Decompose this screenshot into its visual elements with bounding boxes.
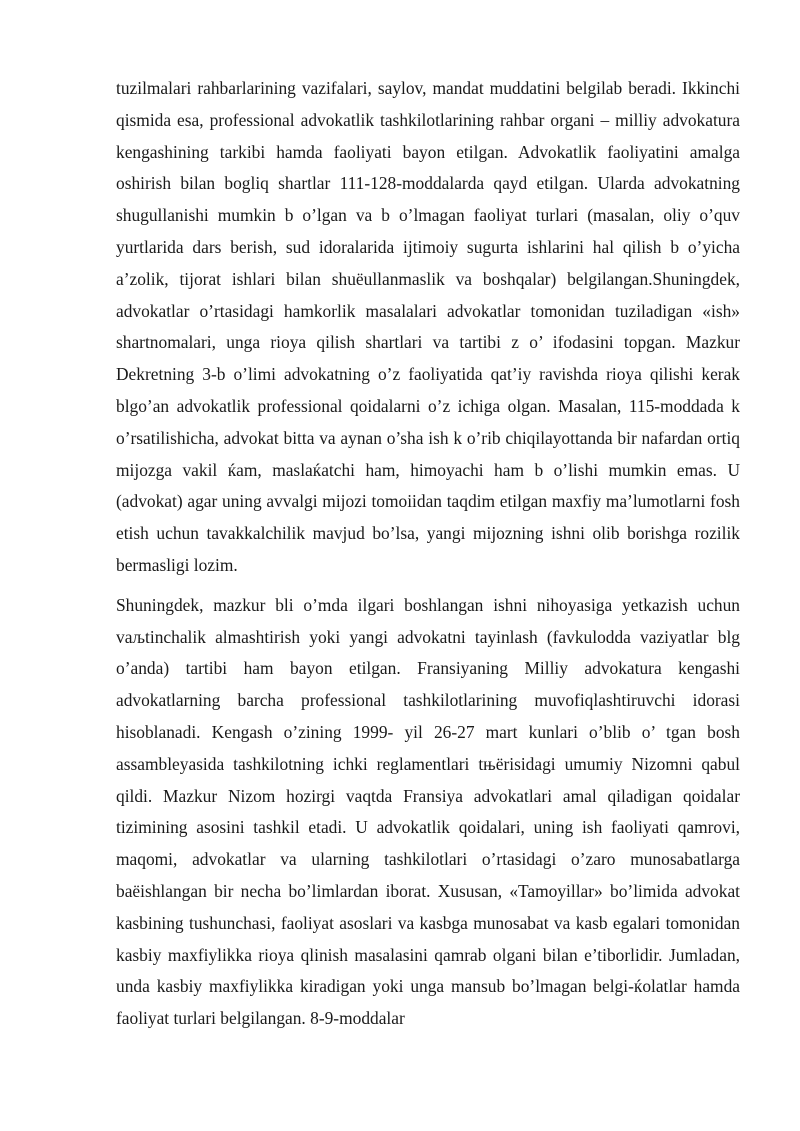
body-paragraph-1: tuzilmalari rahbarlarining vazifalari, saylov, mandat muddatini belgilab beradi. Ikkinchi qismida esa, professional advokatlik tashkilotlarining rahbar organi – milliy advokatura kengashining tarkibi hamda faoliyati bayon etilgan. Advokatlik faoliyatini amalga oshirish bilan bogliq shartlar 111-128-moddalarda qayd etilgan. Ularda advokatning shugullanishi mumkin b o’lgan va b o’lmagan faoliyat turlari (masalan, oliy o’quv yurtlarida dars berish, sud idoralarida ijtimoiy sugurta ishlarini hal qilish b o’yicha a’zolik, tijorat ishlari bilan shuёullanmaslik va boshqalar) belgilangan.Shuningdek, advokatlar o’rtasidagi hamkorlik masalalari advokatlar tomonidan tuziladigan «ish» shartnomalari, unga rioya qilish shartlari va tartibi z o’ ifodasini topgan. Mazkur Dekretning 3-b o’limi advokatning o’z faoliyatida qat’iy ravishda rioya qilishi kerak blgo’an advokatlik professional qoidalarni o’z ichiga olgan. Masalan, 115-moddada k o’rsatilishicha, advokat bitta va aynan o’sha ish k o’rib chiqilayottanda bir nafardan ortiq mijozga vakil ќam, maslaќatchi ham, himoyachi ham b o’lishi mumkin emas. U (advokat) agar uning avvalgi mijozi tomoiidan taqdim etilgan maxfiy ma’lumotlarni fosh etish uchun tavakkalchilik mavjud bo’lsa, yangi mijozning ishni olib borishga rozilik bermasligi lozim.	[116, 78, 740, 575]
body-paragraph-2: Shuningdek, mazkur bli o’mda ilgari boshlangan ishni nihoyasiga yetkazish uchun vaљtinchalik almashtirish yoki yangi advokatni tayinlash (favkulodda vaziyatlar blg o’anda) tartibi ham bayon etilgan. Fransiyaning Milliy advokatura kengashi advokatlarning barcha professional tashkilotlarining muvofiqlashtiruvchi idorasi hisoblanadi. Kengash o’zining 1999- yil 26-27 mart kunlari o’blib o’ tgan bosh assambleyasida tashkilotning ichki reglamentlari tњёrisidagi umumiy Nizomni qabul qildi. Mazkur Nizom hozirgi vaqtda Fransiya advokatlari amal qiladigan qoidalar tizimining asosini tashkil etadi. U advokatlik qoidalari, uning ish faoliyati qamrovi, maqomi, advokatlar va ularning tashkilotlari o’rtasidagi o’zaro munosabatlarga baёishlangan bir necha bo’limlardan iborat. Xususan, «Tamoyillar» bo’limida advokat kasbining tushunchasi, faoliyat asoslari va kasbga munosabat va kasb egalari tomonidan kasbiy maxfiylikka rioya qlinish masalasini qamrab olgani bilan e’tiborlidir. Jumladan, unda kasbiy maxfiylikka kiradigan yoki unga mansub bo’lmagan belgi-ќolatlar hamda faoliyat turlari belgilangan. 8-9-moddalar	[116, 594, 740, 1029]
document-page	[116, 73, 740, 1035]
